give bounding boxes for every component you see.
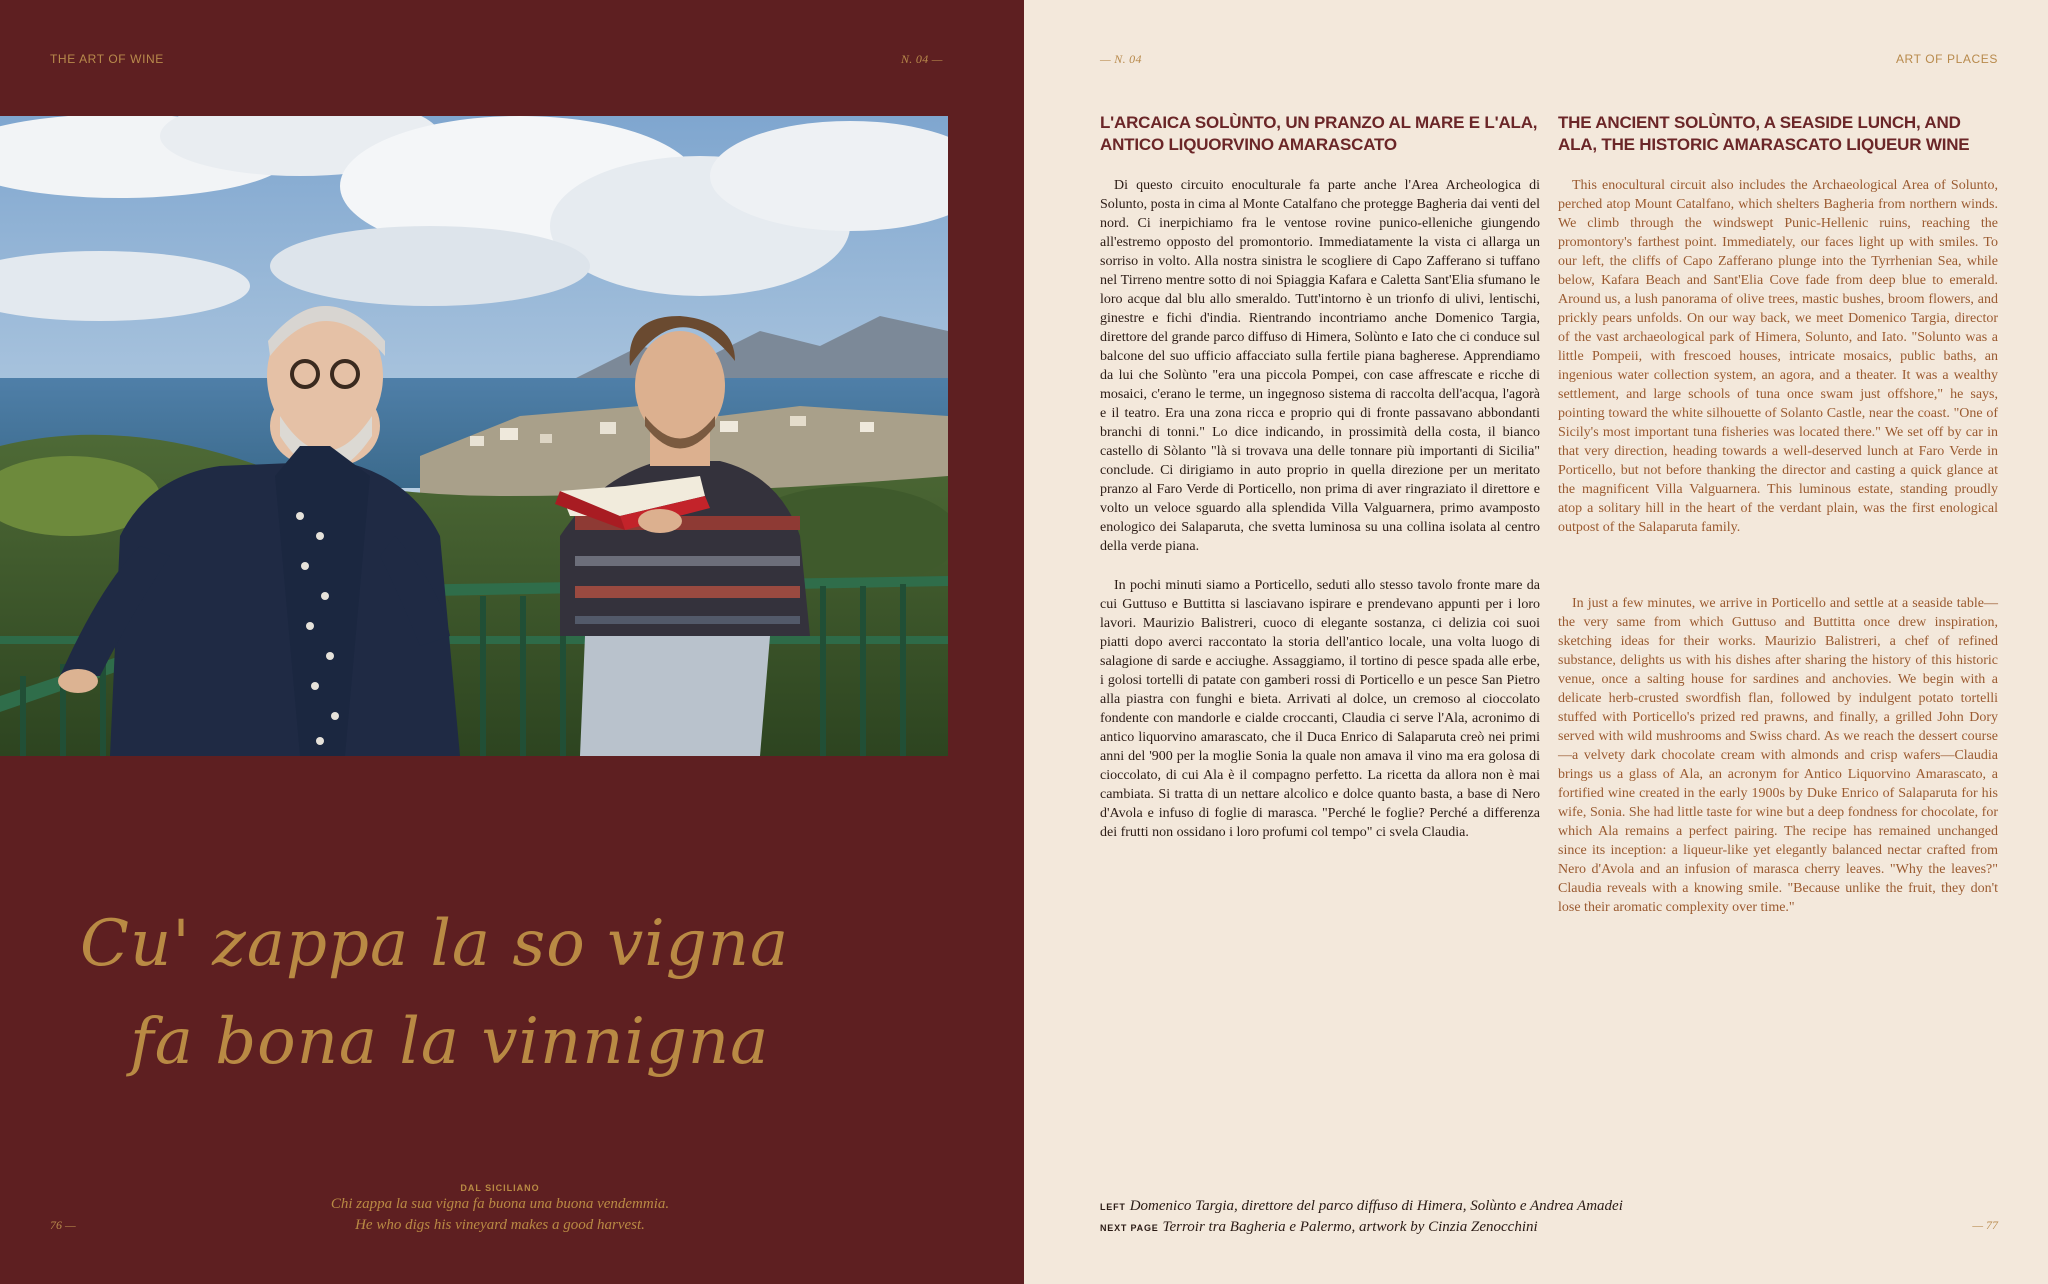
- proverb-line-1: Cu' zappa la so vigna: [80, 907, 790, 981]
- italian-heading: L'ARCAICA SOLÙNTO, UN PRANZO AL MARE E L'ALA, ANTICO LIQUORVINO AMARASCATO: [1100, 113, 1538, 154]
- proverb-line-2: fa bona la vinnigna: [130, 1005, 770, 1079]
- caption-left-label: LEFT: [1100, 1202, 1126, 1212]
- english-paragraph-1: This enocultural circuit also includes the Archaeological Area of Solunto, perched atop Mount Catalfano, which shelters Bagheria from northern winds. We climb through the windswept Punic-Hellenic ruins, reaching the promontory's farthest point. Immediately, our faces light up with smiles. To our left, the cliffs of Capo Zafferano plunge into the Tyrrhenian Sea, while below, Kafara Beach and Sant'Elia Cove fade from deep blue to emerald. Around us, a lush panorama of olive trees, mastic bushes, broom flowers, and prickly pears unfolds. On our way back, we meet Domenico Targia, director of the vast archaeological park of Himera, Solunto, and Iato. "Solunto was a little Pompeii, with frescoed houses, intricate mosaics, public baths, an ingenious water collection system, an agora, and a theater. It was a wealthy settlement, and large schools of tuna once swam just offshore," he says, pointing toward the white silhouette of Solanto Castle, near the coast. "One of Sicily's most important tuna fisheries was located there." We set off by car in that very direction, heading towards a well-deserved lunch at Faro Verde in Porticello, but not before thanking the director and casting a quick glance at the magnificent Villa Valguarnera. This luminous estate, standing proudly atop a solitary hill in the heart of the verdant plain, was the first enological outpost of the Salaparuta family.: [1558, 178, 1998, 535]
- english-heading: THE ANCIENT SOLÙNTO, A SEASIDE LUNCH, AND ALA, THE HISTORIC AMARASCATO LIQUEUR WINE: [1558, 113, 1970, 154]
- caption-next-label: NEXT PAGE: [1100, 1223, 1159, 1233]
- portrait-photo: [0, 116, 948, 756]
- translation-label: DAL SICILIANO: [460, 1183, 540, 1193]
- caption-left: [1100, 1196, 1800, 1217]
- italian-paragraph-2: In pochi minuti siamo a Porticello, seduti allo stesso tavolo fronte mare da cui Guttuso e Buttitta si lasciavano ispirare e prendevano appunti per i loro lavori. Maurizio Balistreri, cuoco di elegante sostanza, ci delizia coi suoi piatti dopo averci raccontato la storia dell'antico locale, una volta luogo di salagione di sarde e acciughe. Assaggiamo, il tortino di pesce spada alle erbe, i golosi tortelli di patate con gamberi rossi di Porticello e un pesce San Pietro alla piastra con funghi e bieta. Arrivati al dolce, un cremoso al cioccolato fondente con mandorle e cialde croccanti, Claudia ci serve l'Ala, acronimo di antico liquorvino amarascato, che il Duca Enrico di Salaparuta creò nei primi anni del '900 per la moglie Sonia la quale non amava il vino ma era golosa di cioccolato, di cui Ala è il compagno perfetto. La ricetta da allora non è mai cambiata. Si tratta di un nettare alcolico e dolce quanto basta, a base di Nero d'Avola e infuso di foglie di marasca. "Perché le foglie? Perché a differenza dei frutti non ossidano i loro profumi col tempo" ci svela Claudia.: [1100, 578, 1540, 840]
- photo-captions: [1100, 1196, 1800, 1238]
- caption-left-text: Domenico Targia, direttore del parco diffuso di Himera, Solùnto e Andrea Amadei: [1129, 1198, 1623, 1214]
- english-paragraph-2: In just a few minutes, we arrive in Porticello and settle at a seaside table—the very same from which Guttuso and Buttitta once drew inspiration, sketching ideas for their works. Maurizio Balistreri, a chef of refined substance, delights us with his dishes after sharing the history of this historic venue, once a salting house for sardines and anchovies. We begin with a delicate herb-crusted swordfish flan, followed by indulgent potato tortelli stuffed with Porticello's prized red prawns, and finally, a grilled John Dory served with wild mushrooms and Swiss chard. As we reach the dessert course—a velvety dark chocolate cream with almonds and crisp wafers—Claudia brings us a glass of Ala, an acronym for Antico Liquorvino Amarascato, a fortified wine created in the early 1900s by Duke Enrico of Salaparuta for his wife, Sonia. She had little taste for wine but a deep fondness for chocolate, for which Ala remains a perfect pairing. The recipe has remained unchanged since its inception: a liqueur-like yet elegantly balanced nectar crafted from Nero d'Avola and an infusion of marasca cherry leaves. "Why the leaves?" Claudia reveals with a knowing smile. "Because unlike the fruit, they don't lose their aromatic complexity over time.": [1558, 596, 1998, 915]
- translation-english: He who digs his vineyard makes a good harvest.: [355, 1217, 645, 1233]
- english-column: [1558, 112, 1998, 917]
- caption-next-page: [1100, 1217, 1800, 1238]
- page-number-right: — 77: [1972, 1218, 1998, 1232]
- italian-paragraph-1: Di questo circuito enoculturale fa parte anche l'Area Archeologica di Solunto, posta in cima al Monte Catalfano che protegge Bagheria dai venti del nord. Ci inerpichiamo fra le ventose rovine punico-elleniche giungendo all'estremo opposto del promontorio. Immediatamente la vista ci allarga un sorriso in volto. Alla nostra sinistra le scogliere di Capo Zafferano si tuffano nel Tirreno mentre sotto di noi Spiaggia Kafara e Caletta Sant'Elia sfumano le loro acque dal blu allo smeraldo. Tutt'intorno è un trionfo di ulivi, lentischi, ginestre e fichi d'india. Rientrando incontriamo anche Domenico Targia, direttore del grande parco diffuso di Himera, Solùnto e Iato che ci conduce sul balcone del suo ufficio affacciato sulla fertile piana bagherese. Apprendiamo da lui che Solùnto "era una piccola Pompei, con case affrescate e ricche di mosaici, c'erano le terme, un ingegnoso sistema di raccolta dell'acqua, l'agorà e il teatro. Era una zona ricca e proprio qui di fronte passavano abbondanti branchi di tonni." Lo dice indicando, in prossimità della costa, il bianco castello di Sòlanto "là si trovava una delle tonnare più importanti di Sicilia" concludе. Ci dirigiamo in auto proprio in quella direzione per un meritato pranzo al Faro Verde di Porticello, non prima di aver ringraziato il direttore e volto un veloce sguardo alla splendida Villa Valguarnera, primo avamposto enologico dei Salaparuta, che svetta luminosa su una collina isolata al centro della verde piana.: [1100, 178, 1540, 554]
- proverb-translation: [300, 1183, 700, 1235]
- running-header-issue-right: — N. 04: [1100, 52, 1142, 66]
- running-header-issue: N. 04 —: [901, 52, 943, 66]
- italian-column: [1100, 112, 1540, 842]
- caption-next-text: Terroir tra Bagheria e Palermo, artwork by Cinzia Zenocchini: [1162, 1219, 1538, 1235]
- running-header-section: ART OF PLACES: [1895, 52, 1998, 66]
- translation-italian: Chi zappa la sua vigna fa buona una buona vendemmia.: [330, 1196, 670, 1212]
- sicilian-proverb: [80, 895, 960, 1091]
- page-number-left: 76 —: [50, 1218, 76, 1232]
- running-header-left: THE ART OF WINE: [50, 52, 164, 66]
- right-page: [1024, 0, 2048, 1284]
